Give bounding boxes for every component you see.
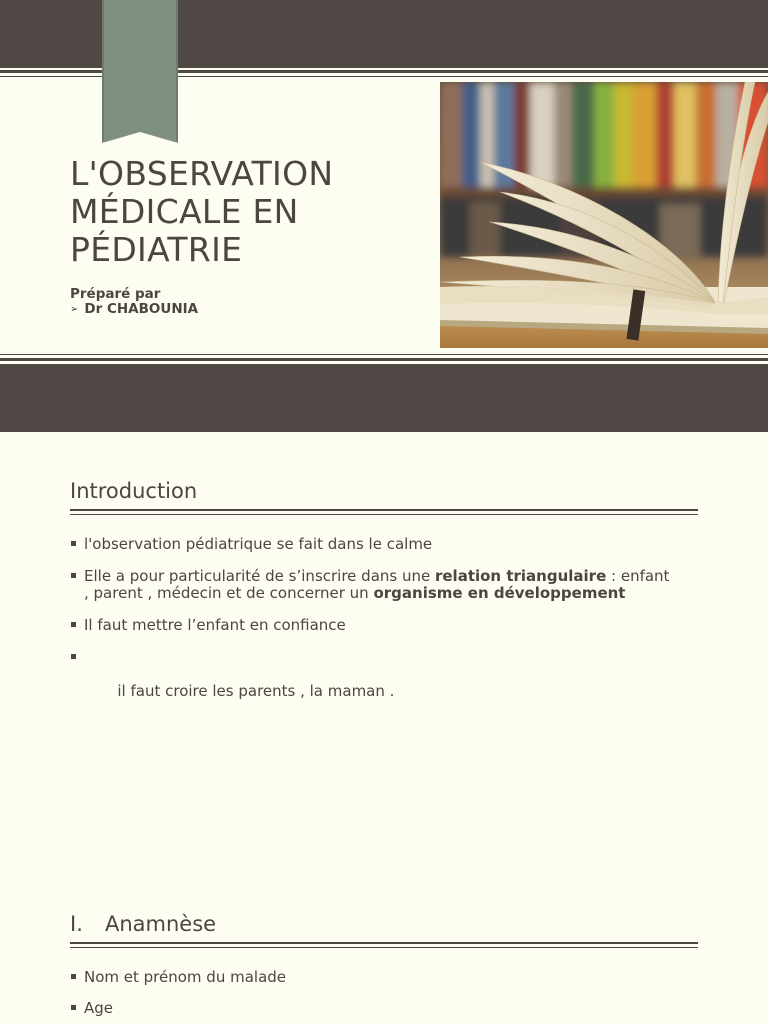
page-title (70, 155, 430, 269)
author-name: Dr CHABOUNIA (84, 301, 199, 317)
anamnese-section (70, 911, 698, 937)
title-block (70, 155, 430, 269)
bold-phrase: organisme en développement (373, 584, 626, 602)
bold-phrase: relation triangulaire (434, 567, 607, 585)
list-item: Elle a pour particularité de s’inscrire dans une relation triangulaire : enfant , parent , médecin et de concerner un organisme en développement (70, 568, 670, 602)
list-item: Age (70, 1000, 670, 1017)
introduction-bullet-list (70, 536, 670, 717)
square-bullet-icon (71, 1005, 76, 1010)
title-slide (0, 0, 768, 432)
square-bullet-icon (71, 654, 76, 659)
square-bullet-icon (71, 622, 76, 627)
introduction-heading: Introduction (70, 479, 198, 503)
title-line-2: MÉDICALE EN (70, 192, 299, 231)
list-item: il faut croire les parents , la maman . (70, 649, 670, 717)
bookmark-ribbon-icon (102, 0, 178, 143)
introduction-section (70, 478, 698, 504)
square-bullet-icon (71, 974, 76, 979)
section-number: I. (70, 912, 83, 936)
anamnese-heading (70, 911, 698, 937)
list-item: Il faut mettre l’enfant en confiance (70, 617, 670, 634)
section-title: Anamnèse (105, 912, 217, 936)
bottom-rule-thick (0, 358, 768, 361)
anamnese-heading-rule (70, 942, 698, 948)
introduction-heading-rule (70, 509, 698, 515)
title-line-3: PÉDIATRIE (70, 230, 243, 269)
prepared-by-label: Préparé par (70, 286, 161, 302)
list-item: Nom et prénom du malade (70, 969, 670, 986)
subtitle (70, 287, 198, 317)
bottom-band (0, 364, 768, 432)
bottom-rule-thin (0, 354, 768, 355)
open-book-photo (440, 82, 768, 348)
square-bullet-icon (71, 573, 76, 578)
author-line (70, 302, 198, 317)
arrowhead-bullet-icon: ➢ (70, 304, 79, 315)
title-line-1: L'OBSERVATION (70, 154, 334, 193)
anamnese-bullet-list (70, 969, 670, 1017)
square-bullet-icon (71, 541, 76, 546)
list-item: l'observation pédiatrique se fait dans le calme (70, 536, 670, 553)
